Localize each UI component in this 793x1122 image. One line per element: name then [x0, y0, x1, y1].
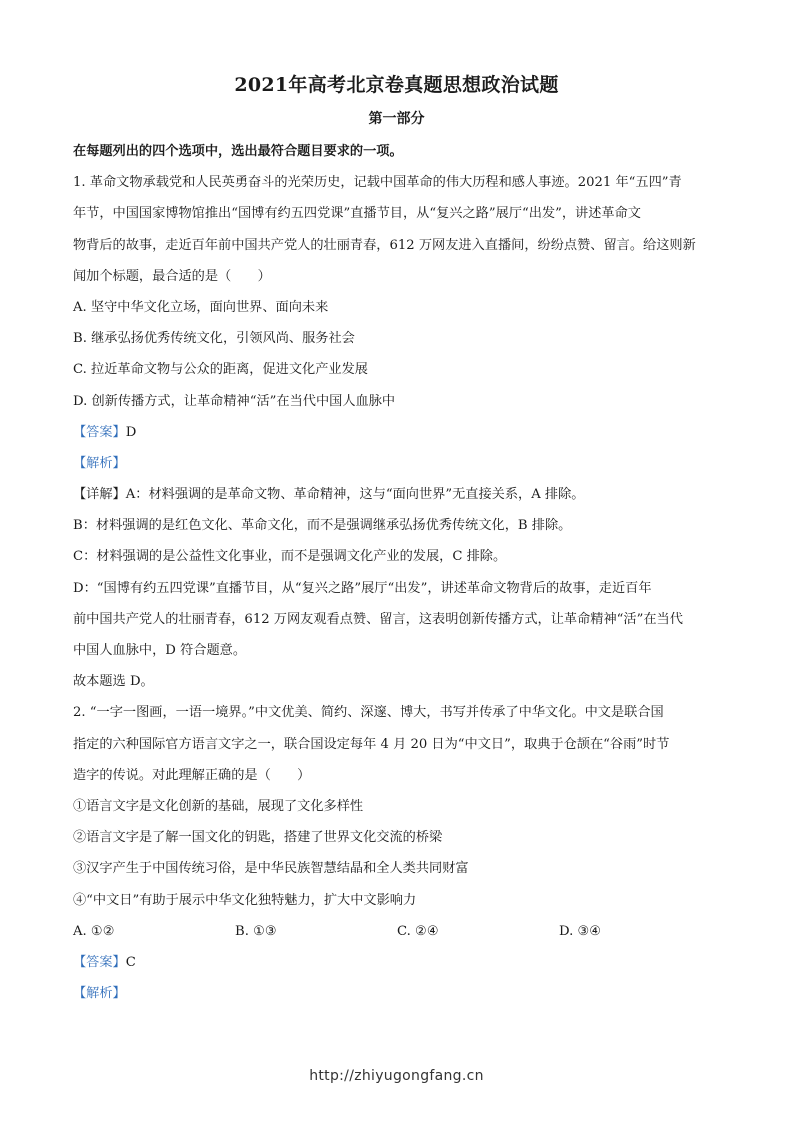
q2-statement: ①语言文字是文化创新的基础，展现了文化多样性 [73, 798, 364, 814]
q1-stem-line: 年节，中国国家博物馆推出“国博有约五四党课”直播节目，从“复兴之路”展厅“出发”，讲述革命文 [73, 206, 641, 222]
q1-analysis [73, 448, 723, 479]
q1-stem-line: 闻加个标题，最合适的是（ ） [73, 268, 271, 284]
analysis-tag: 【解析】 [73, 455, 126, 471]
q1-option-b: B. 继承弘扬优秀传统文化，引领风尚、服务社会 [73, 331, 355, 347]
question-2 [73, 697, 723, 1009]
q1-detail-line [73, 479, 723, 510]
detail-text: A：材料强调的是革命文物、革命精神，这与“面向世界”无直接关系，A 排除。 [125, 487, 585, 503]
page-title: 2021年高考北京卷真题思想政治试题 [234, 74, 559, 96]
answer-tag: 【答案】 [73, 424, 126, 440]
q1-detail-line: 前中国共产党人的壮丽青春，612 万网友观看点赞、留言，这表明创新传播方式，让革命精神“活”在当代 [73, 611, 683, 627]
q1-detail-line: C：材料强调的是公益性文化事业，而不是强调文化产业的发展，C 排除。 [73, 549, 507, 565]
q2-statement: ②语言文字是了解一国文化的钥匙，搭建了世界文化交流的桥梁 [73, 830, 443, 846]
content [73, 136, 723, 1009]
q2-stem-line: 造字的传说。对此理解正确的是（ ） [73, 767, 311, 783]
q1-conclusion: 故本题选 D。 [73, 674, 154, 690]
q2-answer [73, 947, 723, 978]
q1-option-a: A. 坚守中华文化立场，面向世界、面向未来 [73, 299, 329, 315]
q1-answer [73, 417, 723, 448]
q1-detail-line: 中国人血脉中，D 符合题意。 [73, 643, 247, 658]
q1-option-d: D. 创新传播方式，让革命精神“活”在当代中国人血脉中 [73, 393, 396, 409]
part-heading: 第一部分 [368, 111, 425, 127]
answer-tag: 【答案】 [73, 954, 126, 970]
detail-tag: 【详解】 [73, 487, 126, 503]
q2-option-d: D. ③④ [559, 923, 602, 939]
answer-value: C [125, 954, 136, 970]
q1-detail-line: D：“国博有约五四党课”直播节目，从“复兴之路”展厅“出发”，讲述革命文物背后的故事，走近百年 [73, 580, 652, 596]
q2-statement: ③汉字产生于中国传统习俗，是中华民族智慧结晶和全人类共同财富 [73, 861, 469, 877]
q2-option-b: B. ①③ [235, 923, 277, 939]
q2-options [73, 916, 723, 947]
answer-value: D [125, 424, 137, 440]
instruction: 在每题列出的四个选项中，选出最符合题目要求的一项。 [73, 144, 403, 159]
q2-analysis [73, 978, 723, 1009]
q2-stem-line: 指定的六种国际官方语言文字之一，联合国设定每年 4 月 20 日为“中文日”，取典于仓颉在“谷雨”时节 [73, 736, 670, 752]
q2-option-c: C. ②④ [397, 923, 439, 939]
q1-option-c: C. 拉近革命文物与公众的距离，促进文化产业发展 [73, 362, 368, 378]
q2-stem-line: 2. “一字一图画，一语一境界。”中文优美、简约、深邃、博大，书写并传承了中华文化。中文是联合国 [73, 705, 664, 721]
footer-url[interactable]: http://zhiyugongfang.cn [309, 1068, 484, 1084]
analysis-tag: 【解析】 [73, 986, 126, 1002]
q1-stem-line: 物背后的故事，走近百年前中国共产党人的壮丽青春，612 万网友进入直播间，纷纷点赞、留言。给这则新 [73, 237, 696, 253]
q2-option-a: A. ①② [73, 923, 115, 939]
q1-detail-line: B：材料强调的是红色文化、革命文化，而不是强调继承弘扬优秀传统文化，B 排除。 [73, 518, 572, 534]
question-1 [73, 167, 723, 697]
q1-stem-line: 1. 革命文物承载党和人民英勇奋斗的光荣历史，记载中国革命的伟大历程和感人事迹。2021 年“五四”青 [73, 175, 682, 191]
q2-statement: ④“中文日”有助于展示中华文化独特魅力，扩大中文影响力 [73, 892, 417, 908]
